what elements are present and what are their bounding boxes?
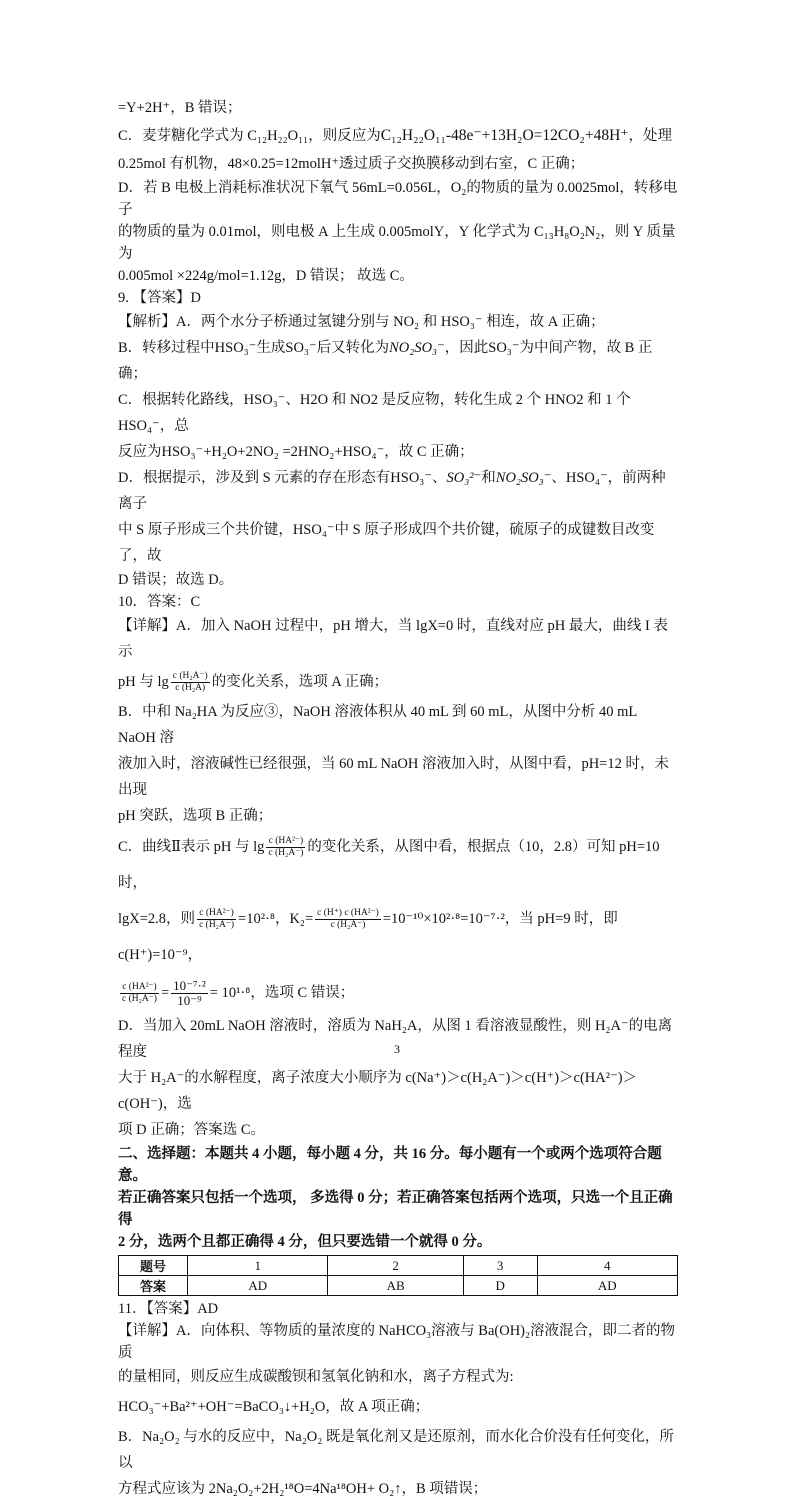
question-11-answer: 11．【答案】AD [118, 1301, 219, 1317]
text-line: =Y+2H⁺，B 错误； [118, 100, 242, 116]
text-line: 【详解】A．向体积、等物质的量浓度的 NaHCO₃溶液与 Ba(OH)₂溶液混合，即二者的物质 [118, 1323, 676, 1361]
fraction: $\frac{\text{c (HA²⁻)}}{\text{c (H₂A⁻)}}$ [268, 836, 304, 859]
page-number: 3 [394, 1042, 400, 1056]
text-line: B．Na₂O₂ 与水的反应中，Na₂O₂ 既是氧化剂又是还原剂，而水化合价没有任何变化，所以 [118, 1429, 674, 1471]
equation: C₁₂H₂₂O₁₁-48e⁻+13H₂O=12CO₂+48H⁺ [380, 127, 629, 144]
text-line: 【详解】A．加入 NaOH 过程中，pH 增大，当 lgX=0 时，直线对应 pH 最大，曲线 I 表示 [118, 618, 668, 660]
text-line: B．转移过程中HSO₃⁻生成SO₃⁻后又转化为NO₂SO₃⁻，因此SO₃⁻为中间产物，故 B 正确； [118, 340, 653, 382]
table-header-cell: 题号 [119, 1256, 188, 1276]
formula: SO₃⁻ [488, 340, 520, 356]
text-line: B．中和 Na₂HA 为反应③，NaOH 溶液体积从 40 mL 到 60 mL，从图中分析 40 mL NaOH 溶 [118, 704, 637, 746]
text-line: 反应为HSO₃⁻+H₂O+2NO₂ =2HNO₂+HSO₄⁻，故 C 正确； [118, 444, 474, 460]
table-cell: 4 [537, 1256, 677, 1276]
text-line: 方程式应该为 2Na₂O₂+2H₂¹⁸O=4Na¹⁸OH+ O₂↑，B 项错误； [118, 1481, 488, 1497]
formula: SO₃⁻ [285, 340, 317, 356]
fraction: $\frac{\text{c (H₂A⁻)}}{\text{c (H₂A)}}$ [172, 671, 208, 694]
question-9-answer: 9. 【答案】D [118, 290, 201, 306]
text-line: 项 D 正确；答案选 C。 [118, 1122, 266, 1138]
table-cell: 3 [463, 1256, 537, 1276]
text-line: 【解析】A．两个水分子桥通过氢键分别与 NO₂ 和 HSO₃⁻ 相连，故 A 正确； [118, 314, 605, 330]
formula: HSO₄⁻ [565, 470, 608, 486]
formula: HSO₃⁻ [214, 340, 257, 356]
formula: SO₃²⁻ [446, 470, 482, 486]
formula: HSO₃⁻ [440, 314, 483, 330]
formula: NO₂SO₃⁻ [495, 470, 552, 486]
table-cell: D [463, 1276, 537, 1296]
table-cell: AB [328, 1276, 463, 1296]
table-cell: AD [537, 1276, 677, 1296]
text-line: 液加入时，溶液碱性已经很强，当 60 mL NaOH 溶液加入时，从图中看，pH=12 时，未出现 [118, 756, 669, 798]
section-heading: 2 分，选两个且都正确得 4 分，但只要选错一个就得 0 分。 [118, 1234, 492, 1250]
text-line: 大于 H₂A⁻的水解程度，离子浓度大小顺序为 c(Na⁺)＞c(H₂A⁻)＞c(H⁺)＞c(HA²⁻)＞c(OH⁻)，选 [118, 1070, 638, 1112]
text-line: 0.25mol 有机物，48×0.25=12molH⁺透过质子交换膜移动到右室，C 正确； [118, 156, 585, 172]
formula: HSO₄⁻ [292, 522, 335, 538]
formula: HSO₄⁻ [118, 418, 160, 434]
table-cell: 2 [328, 1256, 463, 1276]
text-line: pH 突跃，选项 B 正确； [118, 808, 273, 824]
question-10-answer: 10．答案：C [118, 594, 201, 610]
text-line: 的量相同，则反应生成碳酸钡和氢氧化钠和水，离子方程式为: [118, 1369, 514, 1385]
section-heading: 二、选择题：本题共 4 小题，每小题 4 分，共 16 分。每小题有一个或两个选项符合题意。 [118, 1146, 662, 1184]
formula: HSO₃⁻ [390, 470, 433, 486]
section-heading: 若正确答案只包括一个选项， 多选得 0 分；若正确答案包括两个选项，只选一个且正确得 [118, 1190, 673, 1228]
table-cell: 1 [188, 1256, 328, 1276]
text-line: D．根据提示，涉及到 S 元素的存在形态有HSO₃⁻、SO₃²⁻和NO₂SO₃⁻、HSO₄⁻，前两种离子 [118, 470, 666, 512]
text-line: C．曲线Ⅱ表示 pH 与 lg $\frac{\text{c (HA²⁻)}}{\text{c (H₂A⁻)}}$ 的变化关系，从图中看，根据点（10，2.8）可知 pH=10 时， [118, 836, 660, 891]
fraction: $\frac{\text{c (HA²⁻)}}{\text{c (H₂A⁻)}}$ [199, 908, 235, 931]
table-row [119, 1256, 678, 1276]
equation: HSO₃⁻+H₂O+2NO₂ =2HNO₂+HSO₄⁻ [161, 444, 385, 460]
fraction: $\frac{\text{c (H⁺) c (HA²⁻)}}{\text{c (H₂A⁻)}}$ [317, 908, 379, 931]
text-line: D．若 B 电极上消耗标准状况下氧气 56mL=0.056L，O₂的物质的量为 0.0025mol，转移电子 [118, 180, 678, 218]
formula: HCO₃⁻ [118, 1399, 162, 1415]
answer-table [118, 1255, 678, 1296]
text-line: 0.005mol ×224g/mol=1.12g，D 错误； 故选 C。 [118, 268, 414, 284]
text-line: D 错误；故选 D。 [118, 572, 234, 588]
text-line: 中 S 原子形成三个共价键，HSO₄⁻中 S 原子形成四个共价键，硫原子的成键数目改变了，故 [118, 522, 655, 564]
table-row [119, 1276, 678, 1296]
text-line: 的物质的量为 0.01mol，则电极 A 上生成 0.005molY，Y 化学式为 C₁₃H₈O₂N₂，则 Y 质量为 [118, 224, 676, 262]
table-cell: AD [188, 1276, 328, 1296]
text-line: D．当加入 20mL NaOH 溶液时，溶质为 NaH₂A，从图 1 看溶液显酸性，则 H₂A⁻的电离程度 [118, 1018, 673, 1060]
text-line: C．根据转化路线，HSO₃⁻、H2O 和 NO2 是反应物，转化生成 2 个 HNO2 和 1 个HSO₄⁻，总 [118, 392, 631, 434]
text-line: $\frac{\text{c (HA²⁻)}}{\text{c (H₂A⁻)}}$ = $\frac{\text{10⁻⁷·²}}{\text{10⁻⁹}}$ = 10¹·⁸，选项 C 错误； [122, 978, 355, 1009]
text-line: HCO₃⁻+Ba²⁺+OH⁻=BaCO₃↓+H₂O，故 A 项正确； [118, 1399, 430, 1415]
document-body [118, 95, 678, 1502]
table-header-cell: 答案 [119, 1276, 188, 1296]
text-line: pH 与 lg $\frac{\text{c (H₂A⁻)}}{\text{c (H₂A)}}$ 的变化关系，选项 A 正确； [118, 671, 389, 694]
fraction: $\frac{\text{10⁻⁷·²}}{\text{10⁻⁹}}$ [173, 978, 206, 1009]
formula: HSO₃⁻ [243, 392, 286, 408]
formula: NO₂SO₃⁻ [389, 340, 445, 356]
text-line: lgX=2.8，则 $\frac{\text{c (HA²⁻)}}{\text{c (H₂A⁻)}}$ =10²·⁸，K₂= $\frac{\text{c (H⁺) c (HA²⁻)}}{\text{c (H₂A⁻)}}$ =10⁻¹⁰×10²·⁸=10⁻⁷·²，当 pH=9 时，即 c(H⁺)=10⁻⁹， [118, 908, 618, 963]
fraction: $\frac{\text{c (HA²⁻)}}{\text{c (H₂A⁻)}}$ [122, 982, 157, 1005]
text-line: C．麦芽糖化学式为 C₁₂H₂₂O₁₁，则反应为C₁₂H₂₂O₁₁-48e⁻+13H₂O=12CO₂+48H⁺，处理 [118, 127, 672, 144]
